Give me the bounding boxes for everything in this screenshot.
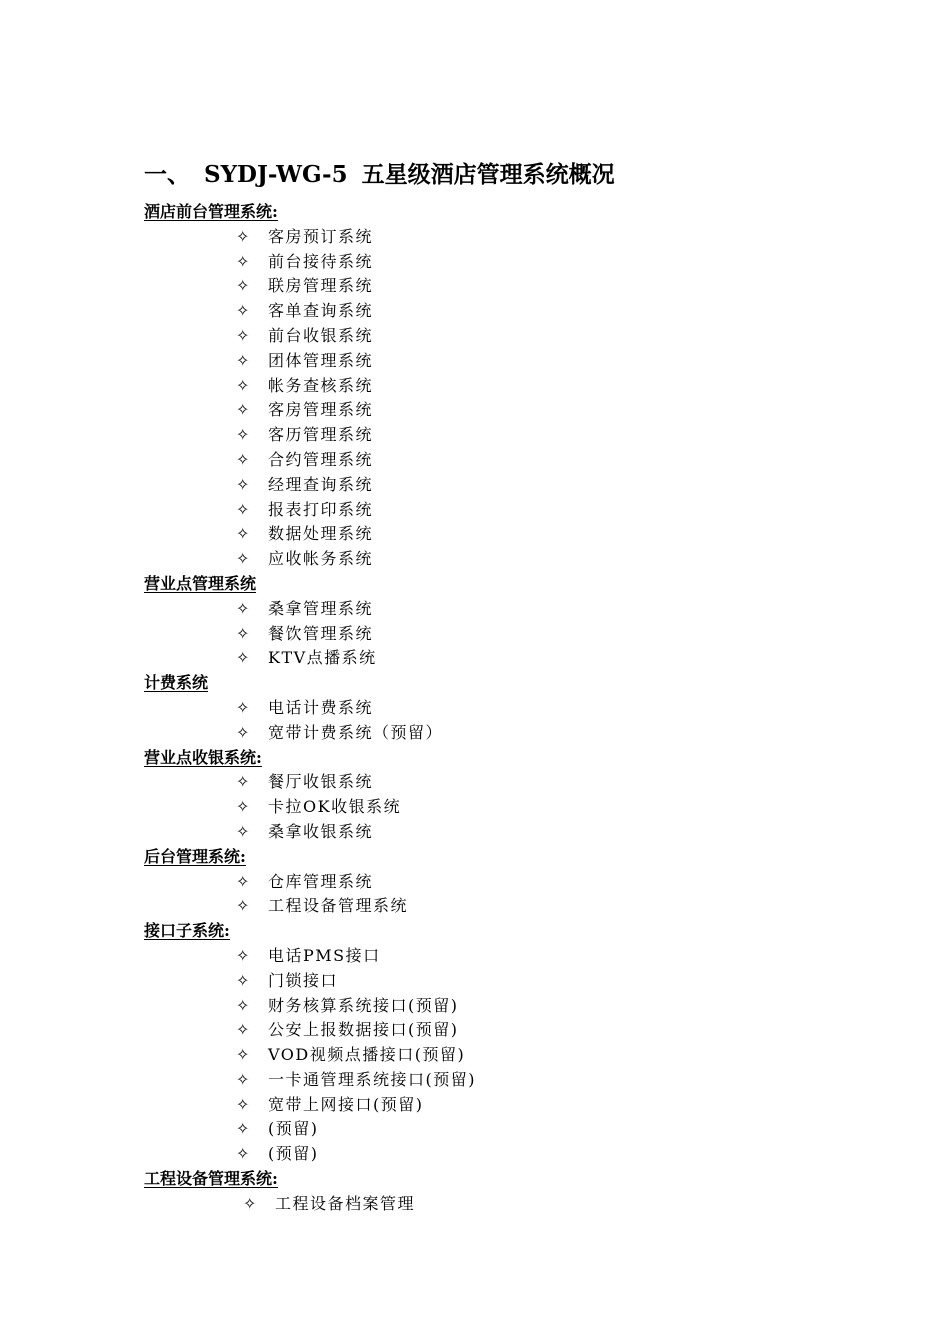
list-item — [144, 274, 844, 299]
list-item-text: 餐饮管理系统 — [268, 623, 374, 643]
four-point-star-bullet-icon: ✧ — [236, 474, 250, 494]
list-item-text: (预留) — [268, 1119, 319, 1139]
section-items — [144, 1192, 844, 1217]
page-title — [144, 158, 615, 192]
list-item — [144, 721, 844, 746]
list-item — [144, 498, 844, 523]
list-item-text: 桑拿收银系统 — [268, 821, 374, 841]
list-item — [144, 398, 844, 423]
list-item-text: 宽带计费系统（预留） — [268, 722, 444, 742]
section-items — [144, 770, 844, 844]
four-point-star-bullet-icon: ✧ — [236, 1045, 250, 1065]
four-point-star-bullet-icon: ✧ — [236, 1119, 250, 1139]
list-item — [144, 1192, 844, 1217]
four-point-star-bullet-icon: ✧ — [236, 1094, 250, 1114]
list-item-text: 前台接待系统 — [268, 251, 374, 271]
four-point-star-bullet-icon: ✧ — [236, 1144, 250, 1164]
four-point-star-bullet-icon: ✧ — [236, 524, 250, 544]
four-point-star-bullet-icon: ✧ — [236, 400, 250, 420]
section-items — [144, 225, 844, 572]
four-point-star-bullet-icon: ✧ — [236, 821, 250, 841]
four-point-star-bullet-icon: ✧ — [236, 871, 250, 891]
four-point-star-bullet-icon: ✧ — [236, 1069, 250, 1089]
list-item — [144, 870, 844, 895]
list-item-text: 客房管理系统 — [268, 400, 374, 420]
section-items — [144, 597, 844, 671]
list-item-text: 数据处理系统 — [268, 524, 374, 544]
section-heading-text: 酒店前台管理系统: — [144, 202, 278, 221]
list-item — [144, 770, 844, 795]
four-point-star-bullet-icon: ✧ — [236, 797, 250, 817]
four-point-star-bullet-icon: ✧ — [236, 251, 250, 271]
list-item — [144, 1093, 844, 1118]
list-item — [144, 1068, 844, 1093]
list-item — [144, 423, 844, 448]
list-item — [144, 597, 844, 622]
list-item-text: 应收帐务系统 — [268, 549, 374, 569]
four-point-star-bullet-icon: ✧ — [236, 970, 250, 990]
list-item-text: 财务核算系统接口(预留) — [268, 995, 459, 1015]
four-point-star-bullet-icon: ✧ — [236, 945, 250, 965]
four-point-star-bullet-icon: ✧ — [236, 648, 250, 668]
section-heading-text: 工程设备管理系统: — [144, 1169, 278, 1189]
list-item-text: 帐务查核系统 — [268, 375, 374, 395]
list-item — [144, 969, 844, 994]
list-item-text: 报表打印系统 — [268, 499, 374, 519]
four-point-star-bullet-icon: ✧ — [236, 549, 250, 569]
list-item-text: 经理查询系统 — [268, 474, 374, 494]
four-point-star-bullet-icon: ✧ — [236, 425, 250, 445]
section-heading — [144, 919, 844, 944]
list-item-text: 客单查询系统 — [268, 301, 374, 321]
four-point-star-bullet-icon: ✧ — [236, 276, 250, 296]
list-item-text: 电话计费系统 — [268, 697, 374, 717]
section-items — [144, 696, 844, 746]
four-point-star-bullet-icon: ✧ — [236, 623, 250, 643]
list-item — [144, 622, 844, 647]
list-item-text: 卡拉OK收银系统 — [268, 797, 402, 817]
list-item-text: VOD视频点播接口(预留) — [268, 1045, 466, 1065]
section-list — [144, 200, 844, 1217]
list-item-text: 联房管理系统 — [268, 276, 374, 296]
list-item-text: 工程设备档案管理 — [275, 1193, 416, 1213]
list-item-text: (预留) — [268, 1144, 319, 1164]
list-item — [144, 820, 844, 845]
list-item — [144, 547, 844, 572]
list-item-text: 客历管理系统 — [268, 425, 374, 445]
list-item — [144, 646, 844, 671]
list-item-text: 餐厅收银系统 — [268, 772, 374, 792]
list-item — [144, 1018, 844, 1043]
list-item — [144, 324, 844, 349]
section-heading — [144, 572, 844, 597]
list-item — [144, 1142, 844, 1167]
four-point-star-bullet-icon: ✧ — [236, 350, 250, 370]
list-item-text: 桑拿管理系统 — [268, 598, 374, 618]
section-heading-text: 接口子系统: — [144, 921, 230, 941]
list-item — [144, 1117, 844, 1142]
list-item-text: KTV点播系统 — [268, 648, 377, 668]
list-item — [144, 795, 844, 820]
section-heading-text: 营业点管理系统 — [144, 573, 257, 593]
four-point-star-bullet-icon: ✧ — [243, 1193, 257, 1213]
list-item — [144, 448, 844, 473]
four-point-star-bullet-icon: ✧ — [236, 499, 250, 519]
list-item-text: 公安上报数据接口(预留) — [268, 1020, 459, 1040]
list-item — [144, 944, 844, 969]
four-point-star-bullet-icon: ✧ — [236, 1020, 250, 1040]
list-item-text: 门锁接口 — [268, 970, 339, 990]
four-point-star-bullet-icon: ✧ — [236, 375, 250, 395]
list-item — [144, 299, 844, 324]
four-point-star-bullet-icon: ✧ — [236, 995, 250, 1015]
list-item — [144, 1043, 844, 1068]
four-point-star-bullet-icon: ✧ — [236, 772, 250, 792]
section-heading — [144, 1167, 844, 1192]
list-item — [144, 473, 844, 498]
list-item-text: 前台收银系统 — [268, 325, 374, 345]
list-item-text: 合约管理系统 — [268, 449, 374, 469]
list-item-text: 工程设备管理系统 — [268, 896, 409, 916]
four-point-star-bullet-icon: ✧ — [236, 722, 250, 742]
section-heading-text: 计费系统 — [144, 673, 209, 693]
list-item — [144, 522, 844, 547]
section-items — [144, 870, 844, 920]
four-point-star-bullet-icon: ✧ — [236, 697, 250, 717]
four-point-star-bullet-icon: ✧ — [236, 449, 250, 469]
title-text: 五星级酒店管理系统概况 — [361, 161, 615, 188]
section-heading — [144, 845, 844, 870]
four-point-star-bullet-icon: ✧ — [236, 325, 250, 345]
list-item-text: 宽带上网接口(预留) — [268, 1094, 424, 1114]
four-point-star-bullet-icon: ✧ — [236, 226, 250, 246]
list-item-text: 团体管理系统 — [268, 350, 374, 370]
section-heading — [144, 746, 844, 771]
list-item — [144, 225, 844, 250]
title-code: SYDJ-WG-5 — [204, 161, 348, 188]
section-heading-text: 后台管理系统: — [144, 846, 246, 866]
list-item — [144, 994, 844, 1019]
list-item-text: 仓库管理系统 — [268, 871, 374, 891]
list-item — [144, 374, 844, 399]
title-number: 一、 — [144, 161, 190, 188]
list-item — [144, 696, 844, 721]
section-items — [144, 944, 844, 1167]
list-item-text: 客房预订系统 — [268, 226, 374, 246]
four-point-star-bullet-icon: ✧ — [236, 896, 250, 916]
section-heading — [144, 671, 844, 696]
section-heading-text: 营业点收银系统: — [144, 747, 262, 767]
list-item — [144, 349, 844, 374]
list-item — [144, 250, 844, 275]
list-item — [144, 894, 844, 919]
four-point-star-bullet-icon: ✧ — [236, 301, 250, 321]
list-item-text: 一卡通管理系统接口(预留) — [268, 1069, 476, 1089]
section-heading — [144, 200, 844, 225]
four-point-star-bullet-icon: ✧ — [236, 598, 250, 618]
list-item-text: 电话PMS接口 — [268, 945, 381, 965]
